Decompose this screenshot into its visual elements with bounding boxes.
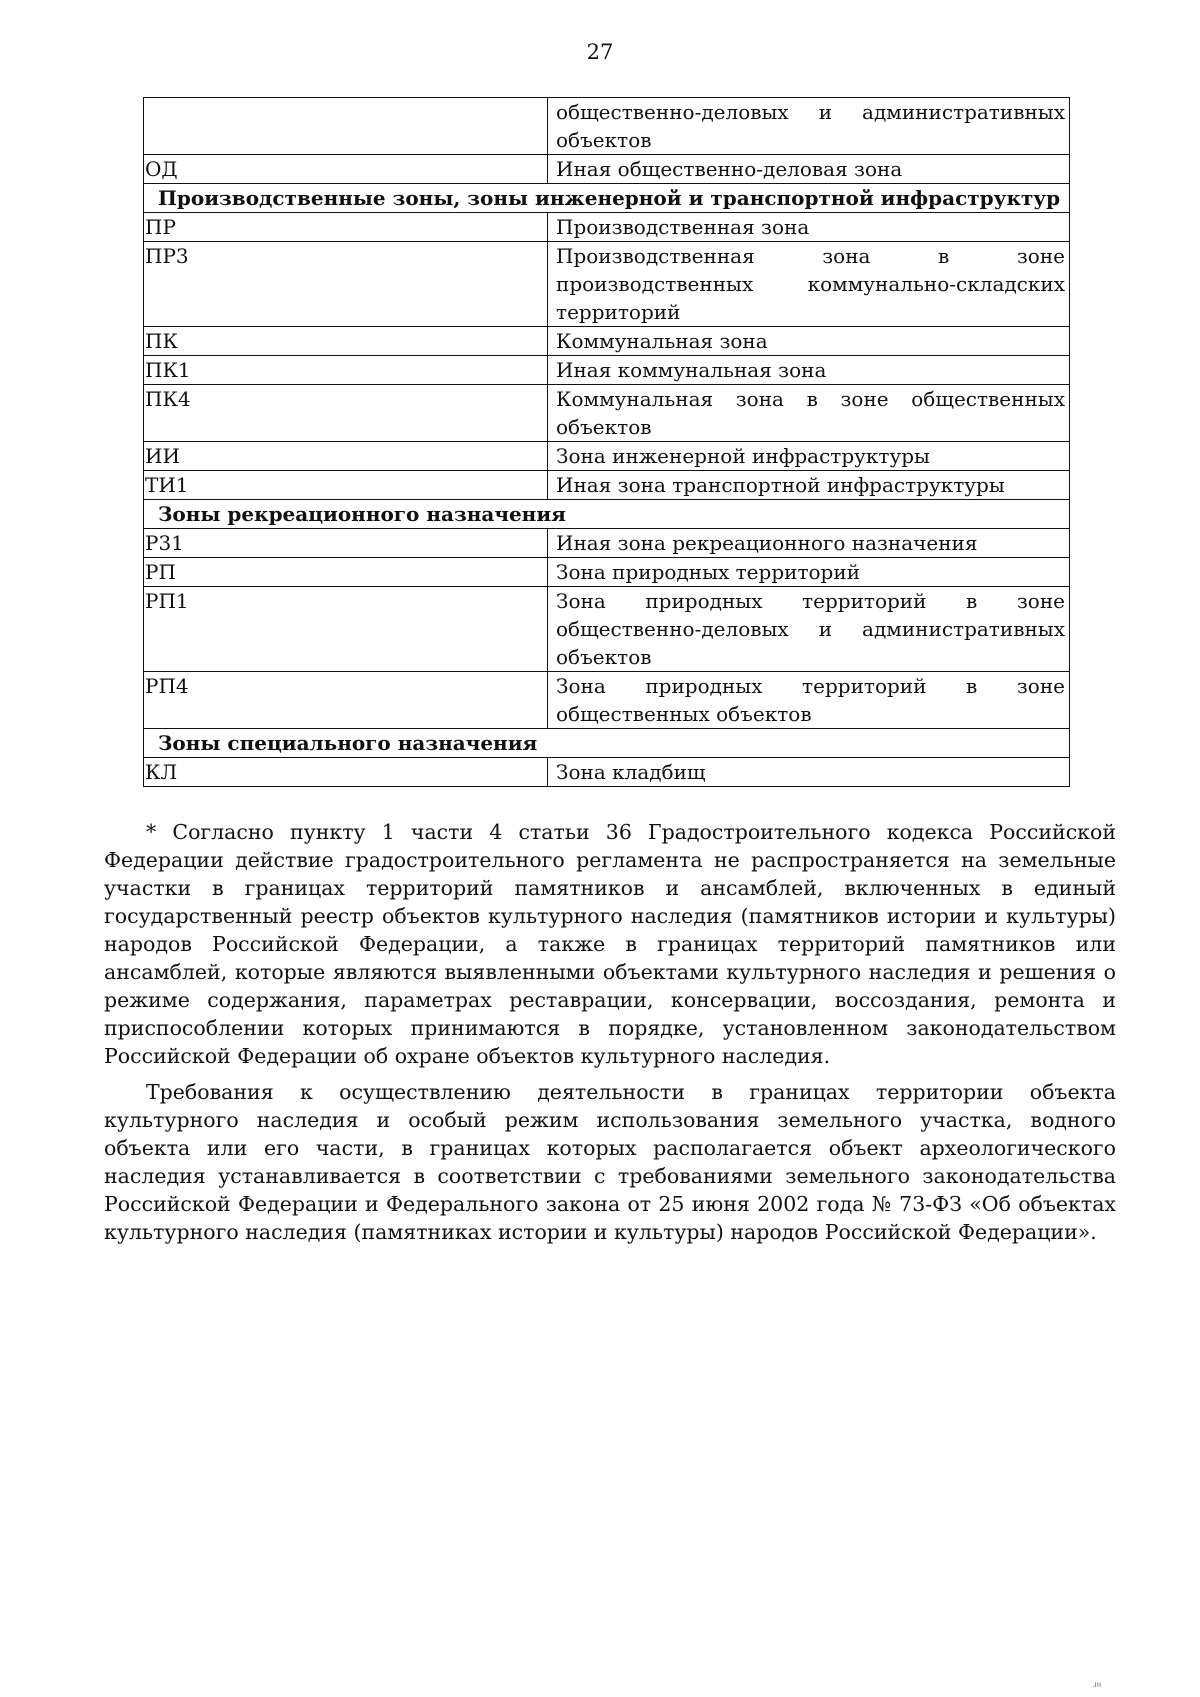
zones-table-body: [144, 98, 1070, 787]
table-row: [144, 672, 1070, 729]
table-row: [144, 442, 1070, 471]
zone-description: Иная зона транспортной инфраструктуры: [548, 471, 1070, 500]
zone-description: Зона кладбищ: [548, 758, 1070, 787]
zone-code: ПР3: [144, 242, 548, 327]
table-row: [144, 558, 1070, 587]
zone-description: Производственная зона: [548, 213, 1070, 242]
footnote-paragraph: * Согласно пункту 1 части 4 статьи 36 Градостроительного кодекса Российской Федерации действие градостроительного регламента не распространяется на земельные участки в границах территорий памятников и ансамблей, включенных в единый государственный реестр объектов культурного наследия (памятников истории и культуры) народов Российской Федерации, а также в границах территорий памятников или ансамблей, которые являются выявленными объектами культурного наследия и решения о режиме содержания, параметрах реставрации, консервации, воссоздания, ремонта и приспособлении которых принимаются в порядке, установленном законодательством Российской Федерации об охране объектов культурного наследия.: [104, 820, 1116, 1068]
zones-table: [143, 97, 1070, 787]
zone-code: КЛ: [144, 758, 548, 787]
table-row: [144, 213, 1070, 242]
table-row: [144, 471, 1070, 500]
section-header-row: [144, 729, 1070, 758]
zone-code: РП1: [144, 587, 548, 672]
zone-description: Иная коммунальная зона: [548, 356, 1070, 385]
table-row: [144, 155, 1070, 184]
zone-code: [144, 98, 548, 155]
zone-code: ТИ1: [144, 471, 548, 500]
zone-code: ИИ: [144, 442, 548, 471]
zone-code: РП: [144, 558, 548, 587]
table-row: [144, 587, 1070, 672]
zone-code: ПР: [144, 213, 548, 242]
table-row: [144, 356, 1070, 385]
section-header-row: [144, 500, 1070, 529]
zone-description: Зона инженерной инфраструктуры: [548, 442, 1070, 471]
zone-code: ПК1: [144, 356, 548, 385]
zone-description: Коммунальная зона в зоне общественных объектов: [548, 385, 1070, 442]
table-row: [144, 327, 1070, 356]
zone-description: Производственная зона в зоне производственных коммунально-складских территорий: [548, 242, 1070, 327]
section-header-row: [144, 184, 1070, 213]
page-number: 27: [586, 40, 614, 64]
table-row: [144, 529, 1070, 558]
table-row: [144, 98, 1070, 155]
zone-code: ПК: [144, 327, 548, 356]
zone-description: Иная зона рекреационного назначения: [548, 529, 1070, 558]
section-header: Производственные зоны, зоны инженерной и транспортной инфраструктур: [144, 184, 1070, 213]
zone-code: ПК4: [144, 385, 548, 442]
zone-description: Иная общественно-деловая зона: [548, 155, 1070, 184]
zone-description: Зона природных территорий в зоне общественно-деловых и административных объектов: [548, 587, 1070, 672]
notes-section: [104, 818, 1116, 1254]
zone-code: Р31: [144, 529, 548, 558]
section-header: Зоны специального назначения: [144, 729, 1070, 758]
section-header: Зоны рекреационного назначения: [144, 500, 1070, 529]
requirements-paragraph: Требования к осуществлению деятельности в границах территории объекта культурного наследия и особый режим использования земельного участка, водного объекта или его части, в границах которых располагается объект археологического наследия устанавливается в соответствии с требованиями земельного законодательства Российской Федерации и Федерального закона от 25 июня 2002 года № 73-ФЗ «Об объектах культурного наследия (памятниках истории и культуры) народов Российской Федерации».: [104, 1080, 1116, 1244]
zone-description: общественно-деловых и административных объектов: [548, 98, 1070, 155]
table-row: [144, 242, 1070, 327]
table-row: [144, 758, 1070, 787]
zone-description: Зона природных территорий в зоне общественных объектов: [548, 672, 1070, 729]
zone-description: Зона природных территорий: [548, 558, 1070, 587]
table-row: [144, 385, 1070, 442]
zone-code: РП4: [144, 672, 548, 729]
zone-code: ОД: [144, 155, 548, 184]
scan-corner-mark: .ııı: [1092, 1680, 1102, 1689]
zone-description: Коммунальная зона: [548, 327, 1070, 356]
